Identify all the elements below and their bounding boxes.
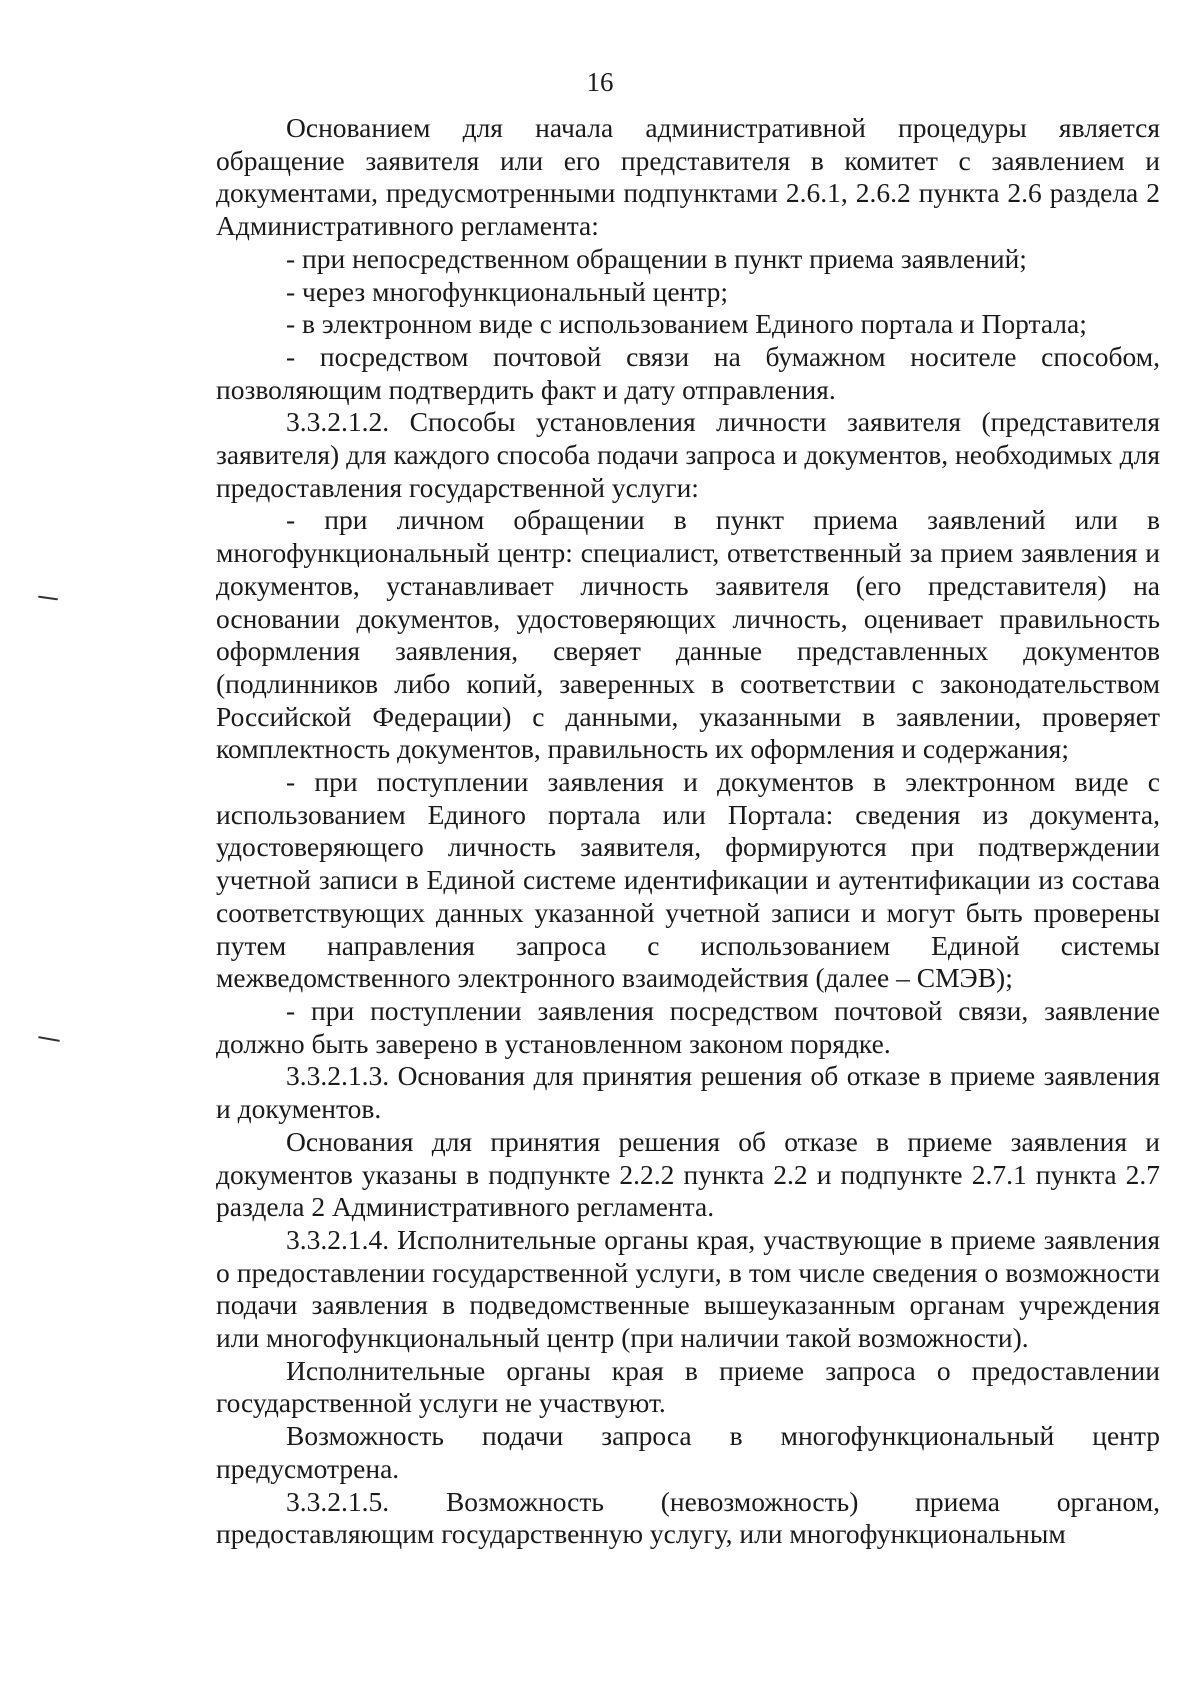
page-number: 16 bbox=[586, 67, 614, 97]
paragraph: Основанием для начала административной процедуры является обращение заявителя или его представителя в комитет с заявлением и документами, предусмотренными подпунктами 2.6.1, 2.6.2 пункта 2.6 раздела 2 Административного регламента: bbox=[216, 112, 1160, 242]
list-item: - при поступлении заявления посредством почтовой связи, заявление должно быть заверено в установленном законом порядке. bbox=[216, 994, 1160, 1059]
list-item: - в электронном виде с использованием Единого портала и Портала; bbox=[286, 308, 1087, 340]
margin-mark bbox=[38, 1036, 60, 1042]
paragraph: Возможность подачи запроса в многофункциональный центр предусмотрена. bbox=[216, 1420, 1160, 1484]
document-body bbox=[216, 112, 1160, 1551]
section-heading: 3.3.2.1.3. Основания для принятия решения об отказе в приеме заявления и документов. bbox=[216, 1060, 1160, 1125]
section-heading: 3.3.2.1.5. Возможность (невозможность) приема органом, предоставляющим государственную услугу, или многофункциональным bbox=[216, 1485, 1160, 1550]
section-heading: 3.3.2.1.2. Способы установления личности заявителя (представителя заявителя) для каждого способа подачи запроса и документов, необходимых для предоставления государственной услуги: bbox=[216, 406, 1160, 503]
paragraph: Исполнительные органы края в приеме запроса о предоставлении государственной услуги не участвуют. bbox=[216, 1354, 1160, 1419]
list-item: - при личном обращении в пункт приема заявлений или в многофункциональный центр: специалист, ответственный за прием заявления и документов, устанавливает личность заявителя (его представителя) на основании документов, удостоверяющих личность, оценивает правильность оформления заявления, сверяет данные представленных документов (подлинников либо копий, заверенных в соответствии с законодательством Российской Федерации) с данными, указанными в заявлении, проверяет комплектность документов, правильность их оформления и содержания; bbox=[216, 504, 1160, 765]
list-item: - посредством почтовой связи на бумажном носителе способом, позволяющим подтвердить факт и дату отправления. bbox=[216, 340, 1160, 405]
paragraph: Основания для принятия решения об отказе в приеме заявления и документов указаны в подпункте 2.2.2 пункта 2.2 и подпункте 2.7.1 пункта 2.7 раздела 2 Административного регламента. bbox=[216, 1125, 1160, 1223]
margin-mark bbox=[38, 596, 58, 601]
list-item: - при поступлении заявления и документов в электронном виде с использованием Единого портала или Портала: сведения из документа, удостоверяющего личность заявителя, формируются при подтверждении учетной записи в Единой системе идентификации и аутентификации из состава соответствующих данных указанной учетной записи и могут быть проверены путем направления запроса с использованием Единой системы межведомственного электронного взаимодействия (далее – СМЭВ); bbox=[216, 766, 1160, 994]
section-heading: 3.3.2.1.4. Исполнительные органы края, участвующие в приеме заявления о предоставлении государственной услуги, в том числе сведения о возможности подачи заявления в подведомственные вышеуказанным органам учреждения или многофункциональный центр (при наличии такой возможности). bbox=[216, 1223, 1160, 1354]
list-item: - через многофункциональный центр; bbox=[286, 275, 729, 307]
list-item: - при непосредственном обращении в пункт приема заявлений; bbox=[286, 242, 1027, 274]
